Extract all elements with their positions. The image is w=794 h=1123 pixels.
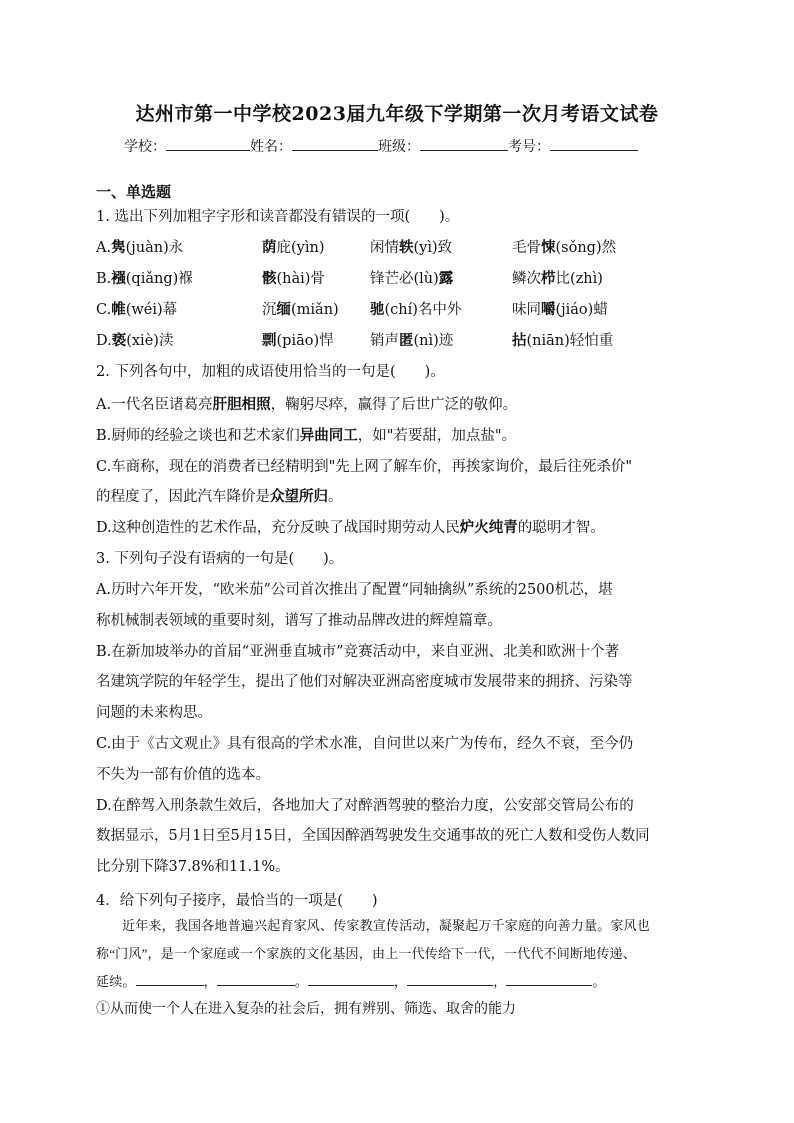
q3-option-line: 不失为一部有价值的选本。 [96,767,270,783]
q3-option-line: B.在新加坡举办的首届“亚洲垂直城市”竞赛活动中，来自亚洲、北美和欧洲十个著 [96,644,620,660]
q1-choice-item [370,298,461,319]
q4-stem: 4．给下列句子接序，最恰当的一项是( ) [96,893,378,909]
q3-stem: 3. 下列句子没有语病的一句是( )。 [96,551,344,567]
q1-choice-item [96,267,193,288]
q2-d-idiom: 炉火纯青 [459,519,518,536]
q1-choice-item [96,329,173,350]
q4-sep: ， [493,974,507,989]
q1-choice-item [96,236,183,257]
q2-stem: 2. 下列各句中，加粗的成语使用恰当的一句是( )。 [96,364,445,380]
q3-option-line: 数据显示，5月1日至5月15日，全国因醉酒驾驶发生交通事故的死亡人数和受伤人数同 [96,828,650,844]
q1-choice-item [262,298,339,319]
q2-b-text: B.厨师的经验之谈也和艺术家们 [96,428,300,444]
q1-choice-bold-char: 襁 [111,270,126,287]
q2-c-idiom: 众望所归 [270,488,328,505]
q2-option-b [96,424,516,445]
q1-choice-bold-char: 剽 [262,332,277,349]
q4-blank-5[interactable] [506,973,592,986]
name-field[interactable] [292,136,378,151]
q1-choice-text: C. [96,302,112,318]
q3-option-line: D.在醉驾入刑条款生效后，各地加大了对醉酒驾驶的整治力度，公安部交管局公布的 [96,798,634,814]
q1-choice-item [512,298,608,319]
q3-option-line: 问题的未来构思。 [96,705,212,721]
q1-choice-item [370,267,453,288]
q1-choice-item [96,298,177,319]
q1-choice-bold-char: 隽 [111,239,126,256]
q4-item-1: ①从而使一个人在进入复杂的社会后，拥有辨别、筛选、取舍的能力 [96,1001,516,1017]
q1-choice-text-end: (juàn)永 [125,240,184,256]
q1-choice-text-end: (niān)轻怕重 [526,333,614,349]
q1-choice-bold-char: 拈 [512,332,527,349]
q4-passage-line2: 称“门风”，是一个家庭或一个家族的文化基因，由上一代传给下一代，一代代不间断地传递、 [96,946,636,961]
q2-c-text-end: 。 [328,489,343,505]
q1-choice-item [262,329,334,350]
q1-choice-bold-char: 缅 [276,301,291,318]
q1-choice-text-end: (xiè)渎 [126,333,174,349]
q2-option-a [96,393,517,414]
q1-choice-text-end: (nì)迹 [413,333,454,349]
q1-choice-text-end: (wéi)幕 [125,302,178,318]
q4-blank-1[interactable] [136,973,204,986]
student-info-line [124,136,638,156]
class-field[interactable] [420,136,508,151]
q1-choice-item [370,236,452,257]
q1-choice-text-end: (qiǎng)褓 [125,271,193,287]
q1-stem: 1. 选出下列加粗字字形和读音都没有错误的一项( )。 [96,209,460,225]
q1-choice-bold-char: 栉 [541,270,556,287]
q1-choice-text: 沉 [262,302,277,318]
q3-option-line: C.由于《古文观止》具有很高的学术水准，自问世以来广为传布，经久不衰，至今仍 [96,736,634,752]
q3-option-line: 名建筑学院的年轻学生，提出了他们对解决亚洲高密度城市发展带来的拥挤、污染等 [96,674,633,690]
q1-choice-text-end: (yì)致 [413,240,453,256]
class-label: 班级： [378,139,420,155]
q1-choice-item [512,236,616,257]
q3-option-line: 称机械制表领域的重要时刻，谱写了推动品牌改进的辉煌篇章。 [96,613,502,629]
q4-blank-2[interactable] [217,973,295,986]
name-label: 姓名： [250,139,292,155]
q1-choice-text-end: (sǒng)然 [555,240,617,256]
q1-choice-item [512,267,603,288]
q4-sep: ， [203,974,217,989]
q1-choice-text: 闲情 [370,240,399,256]
q4-blank-4[interactable] [407,973,493,986]
q1-choice-text-end: (chí)名中外 [384,302,462,318]
q2-d-text: D.这种创造性的艺术作品，充分反映了战国时期劳动人民 [96,520,460,536]
q1-choice-bold-char: 帷 [111,301,126,318]
number-field[interactable] [550,136,638,151]
q2-b-text-end: ，如"若要甜，加点盐"。 [357,428,517,444]
q2-a-text: A.一代名臣诸葛亮 [96,397,213,413]
q2-b-idiom: 异曲同工 [299,427,358,444]
q4-passage-line1: 近年来，我国各地普遍兴起育家风、传家教宣传活动，凝聚起万千家庭的向善力量。家风也 [122,918,651,933]
section-heading: 一、单选题 [96,183,172,201]
q4-sep: ， [394,974,408,989]
q1-choice-bold-char: 露 [438,270,454,287]
q1-choice-bold-char: 驰 [370,301,385,318]
q1-choice-text-end: (piāo)悍 [276,333,334,349]
q2-d-text-end: 的聪明才智。 [517,520,605,536]
q3-option-line: 比分别下降37.8%和11.1%。 [96,859,290,875]
q1-choice-text: 毛骨 [512,240,541,256]
exam-title: 达州市第一中学校2023届九年级下学期第一次月考语文试卷 [135,103,659,125]
q1-choice-text: 销声 [370,333,399,349]
q1-choice-text: 味同 [512,302,541,318]
q1-choice-text-end: 比(zhì) [555,271,603,287]
q1-choice-text-end: (miǎn) [291,302,339,318]
q1-choice-bold-char: 悚 [541,239,556,256]
q1-choice-bold-char: 嚼 [541,301,556,318]
q1-choice-text-end: (hài)骨 [276,271,325,287]
q1-choice-text: 锋芒必(lù) [370,271,439,287]
q2-option-d [96,516,605,537]
q1-choice-text: 鳞次 [512,271,541,287]
q1-choice-bold-char: 轶 [399,239,414,256]
q4-blank-3[interactable] [308,973,394,986]
number-label: 考号： [508,139,550,155]
school-label: 学校： [124,139,166,155]
q2-a-idiom: 肝胆相照 [212,396,271,413]
q1-choice-text-end: (jiáo)蜡 [555,302,608,318]
q1-choice-text: D. [96,333,112,349]
q2-option-c-line1: C.车商称，现在的消费者已经精明到"先上网了解车价，再挨家询价，最后往死杀价" [96,459,633,475]
q1-choice-text-end: 庇(yìn) [276,240,325,256]
q1-choice-bold-char: 亵 [111,332,127,349]
q4-passage-text: 延续。 [96,974,136,989]
q1-choice-text: A. [96,240,112,256]
q1-choice-bold-char: 骸 [262,270,277,287]
q4-sep: 。 [592,974,606,989]
q1-choice-item [262,236,324,257]
q4-passage-line3 [96,971,606,990]
q2-c-text: 的程度了，因此汽车降价是 [96,489,270,505]
q3-option-line: A.历时六年开发，“欧米茄”公司首次推出了配置“同轴擒纵”系统的2500机芯，堪 [96,582,613,598]
q1-choice-bold-char: 荫 [262,239,277,256]
q1-choice-item [262,267,325,288]
q1-choice-item [512,329,613,350]
school-field[interactable] [166,136,250,151]
q1-choice-item [370,329,453,350]
q1-choice-text: B. [96,271,112,287]
q2-a-text-end: ，鞠躬尽瘁，赢得了后世广泛的敬仰。 [270,397,518,413]
q2-option-c-line2 [96,485,343,506]
q4-sep: 。 [294,974,309,989]
q1-choice-bold-char: 匿 [399,332,414,349]
